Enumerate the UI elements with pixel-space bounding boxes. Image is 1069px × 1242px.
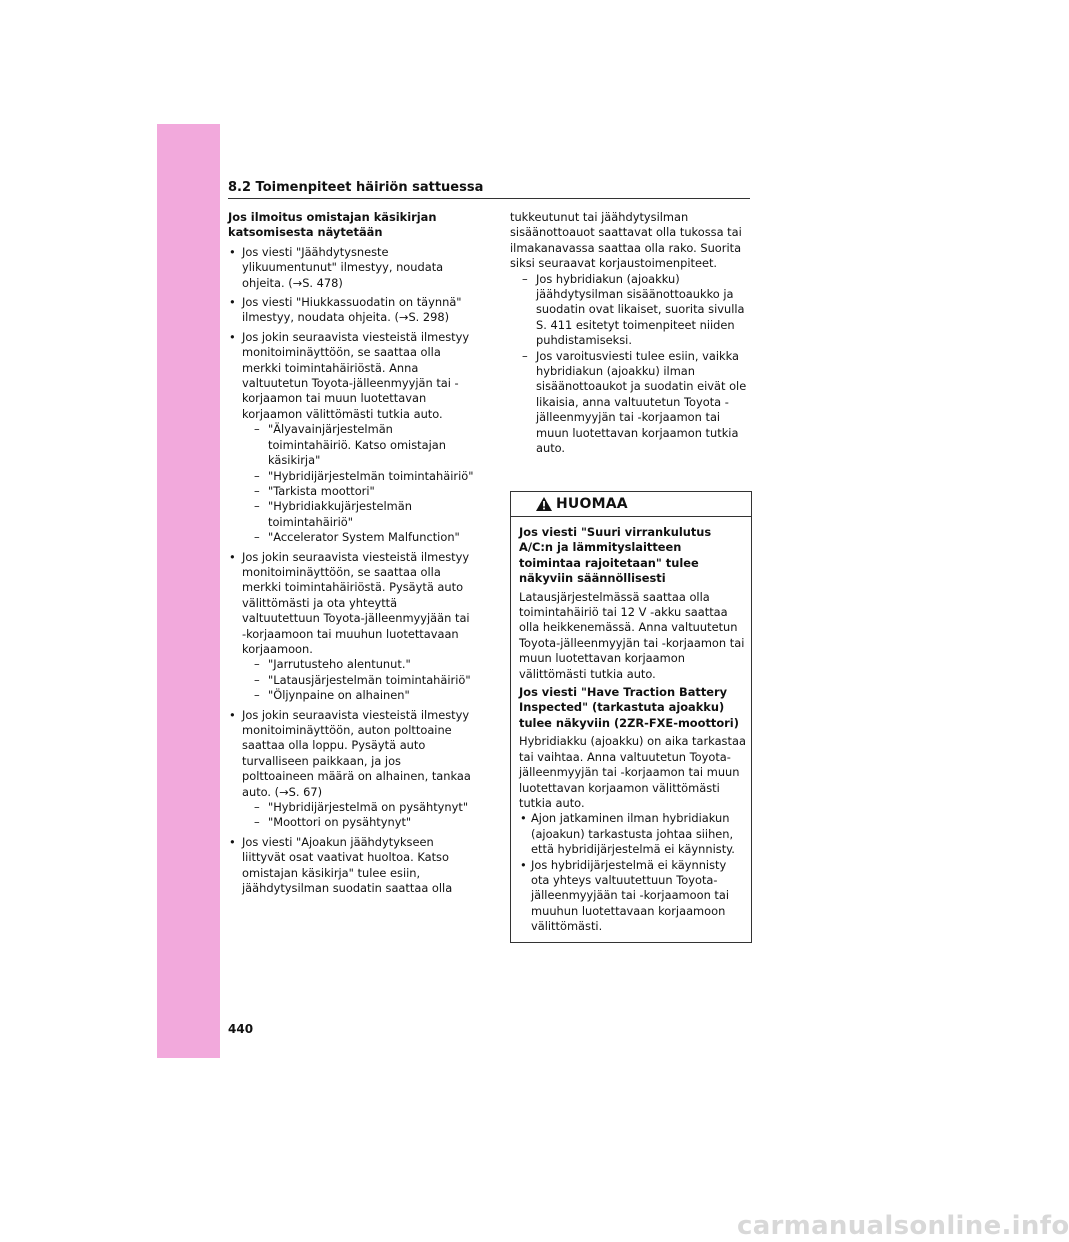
notice-paragraph: Hybridiakku (ajoakku) on aika tarkastaa tai vaihtaa. Anna valtuutetun Toyota-jälleenmyyjän tai -korjaamon tai muun luotettavan korjaamon välittömästi tutkia auto.: [519, 734, 746, 810]
bullet-mark: •: [229, 834, 236, 849]
sub-item-text: "Älyavainjärjestelmän toimintahäiriö. Katso omistajan käsikirja": [268, 422, 446, 468]
sub-item-text: "Accelerator System Malfunction": [268, 530, 460, 545]
dash-mark: –: [254, 499, 260, 514]
notice-list-item: [519, 858, 747, 935]
list-item-text: Jos viesti "Hiukkassuodatin on täynnä" ilmestyy, noudata ohjeita. (→S. 298): [242, 295, 462, 325]
watermark: carmanualsonline.info: [737, 1211, 1069, 1241]
section-title: 8.2 Toimenpiteet häiriön sattuessa: [228, 180, 484, 195]
bullet-mark: •: [520, 857, 527, 872]
sub-item: [242, 688, 476, 703]
dash-mark: –: [254, 815, 260, 830]
list-item: [228, 330, 476, 546]
chapter-tab: [157, 124, 220, 1058]
list-item: [228, 835, 476, 897]
sub-list: [242, 657, 476, 703]
dash-mark: –: [254, 422, 260, 437]
sub-list: [242, 800, 476, 831]
sub-item-text: "Latausjärjestelmän toimintahäiriö": [268, 672, 471, 687]
notice-box: [510, 491, 752, 943]
header-divider: [228, 198, 750, 199]
bullet-mark: •: [229, 295, 236, 310]
sub-list: [510, 272, 750, 457]
bullet-mark: •: [229, 329, 236, 344]
notice-header: [511, 492, 751, 517]
bullet-mark: •: [520, 811, 527, 826]
sub-item-text: "Tarkista moottori": [268, 483, 375, 498]
notice-paragraph: Latausjärjestelmässä saattaa olla toimintahäiriö tai 12 V -akku saattaa olla heikkenemässä. Anna valtuutetun Toyota-jälleenmyyjän tai -korjaamon tai muun luotettavan korjaamon välittömästi tutkia auto.: [519, 589, 745, 681]
sub-item: [242, 800, 476, 815]
list-item: [228, 295, 476, 326]
sub-item-text: "Hybridijärjestelmä on pysähtynyt": [268, 800, 469, 815]
list-item: [228, 708, 476, 831]
page-number: 440: [228, 1022, 254, 1036]
dash-mark: –: [254, 672, 260, 687]
dash-mark: –: [254, 530, 260, 545]
right-column: [510, 210, 750, 457]
list-item-text: Jos viesti "Jäähdytysneste ylikuumentunut" ilmestyy, noudata ohjeita. (→S. 478): [242, 244, 444, 290]
left-column: [228, 210, 476, 900]
dash-mark: –: [522, 271, 528, 286]
list-item-text: Jos jokin seuraavista viesteistä ilmestyy monitoiminäyttöön, se saattaa olla merkki toimintahäiriöstä. Pysäytä auto välittömästi ja ota yhteyttä valtuutettuun Toyota-jälleenmyyjään tai -korjaamoon tai muuhun luotettavaan korjaamoon.: [242, 549, 470, 656]
continuation-text: tukkeutunut tai jäähdytysilman sisäänottoauot saattavat olla tukossa tai ilmakanavassa saattaa olla rako. Suorita siksi seuraavat korjaustoimenpiteet.: [510, 210, 742, 271]
sub-item-text: "Hybridijärjestelmän toimintahäiriö": [268, 468, 474, 483]
sub-item-text: "Jarrutusteho alentunut.": [268, 657, 411, 672]
dash-mark: –: [254, 800, 260, 815]
notice-heading: Jos viesti "Have Traction Battery Inspected" (tarkastuta ajoakku) tulee näkyviin (2ZR-FXE-moottori): [519, 685, 739, 730]
notice-list-item: [519, 811, 747, 857]
sub-item: [242, 484, 476, 499]
section-header: [228, 180, 750, 196]
bullet-mark: •: [229, 707, 236, 722]
left-heading: Jos ilmoitus omistajan käsikirjan katsomisesta näytetään: [228, 210, 437, 240]
notice-title: HUOMAA: [556, 496, 628, 512]
sub-item: [510, 272, 750, 349]
sub-item: [242, 657, 476, 672]
warning-triangle-icon: [535, 496, 553, 512]
notice-list-item-text: Jos hybridijärjestelmä ei käynnisty ota yhteys valtuutettuun Toyota-jälleenmyyjään tai -korjaamoon tai muuhun luotettavaan korjaamoon välittömästi.: [531, 857, 730, 934]
sub-item: [242, 673, 476, 688]
sub-item: [242, 469, 476, 484]
sub-item-text: Jos hybridiakun (ajoakku) jäähdytysilman sisäänottoaukko ja suodatin ovat likaiset, suorita sivulla S. 411 esitetyt toimenpiteet niiden puhdistamiseksi.: [536, 271, 745, 348]
sub-list: [242, 422, 476, 545]
notice-body: [511, 517, 751, 942]
sub-item: [242, 815, 476, 830]
list-item: [228, 550, 476, 704]
sub-item-text: "Öljynpaine on alhainen": [268, 688, 410, 703]
dash-mark: –: [522, 348, 528, 363]
sub-item-text: Jos varoitusviesti tulee esiin, vaikka hybridiakun (ajoakku) ilman sisäänottoaukot ja suodatin eivät ole likaisia, anna valtuutetun Toyota -jälleenmyyjän tai -korjaamon tai muun luotettavan korjaamon tutkia auto.: [536, 348, 747, 456]
list-item-text: Jos viesti "Ajoakun jäähdytykseen liittyvät osat vaativat huoltoa. Katso omistajan käsikirja" tulee esiin, jäähdytysilman suodatin saattaa olla: [242, 834, 453, 896]
sub-item-text: "Moottori on pysähtynyt": [268, 815, 412, 830]
dash-mark: –: [254, 483, 260, 498]
notice-list-item-text: Ajon jatkaminen ilman hybridiakun (ajoakun) tarkastusta johtaa siihen, että hybridijärjestelmä ei käynnisty.: [531, 811, 735, 857]
bullet-mark: •: [229, 549, 236, 564]
dash-mark: –: [254, 657, 260, 672]
sub-item: [242, 499, 476, 530]
notice-heading: Jos viesti "Suuri virrankulutus A/C:n ja lämmityslaitteen toimintaa rajoitetaan" tulee näkyviin säännöllisesti: [519, 525, 712, 586]
dash-mark: –: [254, 468, 260, 483]
sub-item-text: "Hybridiakkujärjestelmän toimintahäiriö": [268, 499, 412, 529]
sub-item: [242, 422, 476, 468]
list-item-text: Jos jokin seuraavista viesteistä ilmestyy monitoiminäyttöön, auton polttoaine saattaa olla loppu. Pysäytä auto turvalliseen paikkaan, ja jos polttoaineen määrä on alhainen, tankaa auto. (→S. 67): [242, 707, 471, 799]
dash-mark: –: [254, 688, 260, 703]
sub-item: [510, 349, 750, 457]
bullet-mark: •: [229, 244, 236, 259]
list-item: [228, 245, 476, 291]
sub-item: [242, 530, 476, 545]
list-item-text: Jos jokin seuraavista viesteistä ilmestyy monitoiminäyttöön, se saattaa olla merkki toimintahäiriöstä. Anna valtuutetun Toyota-jälleenmyyjän tai -korjaamon tai muun luotettavan korjaamon välittömästi tutkia auto.: [242, 329, 470, 421]
